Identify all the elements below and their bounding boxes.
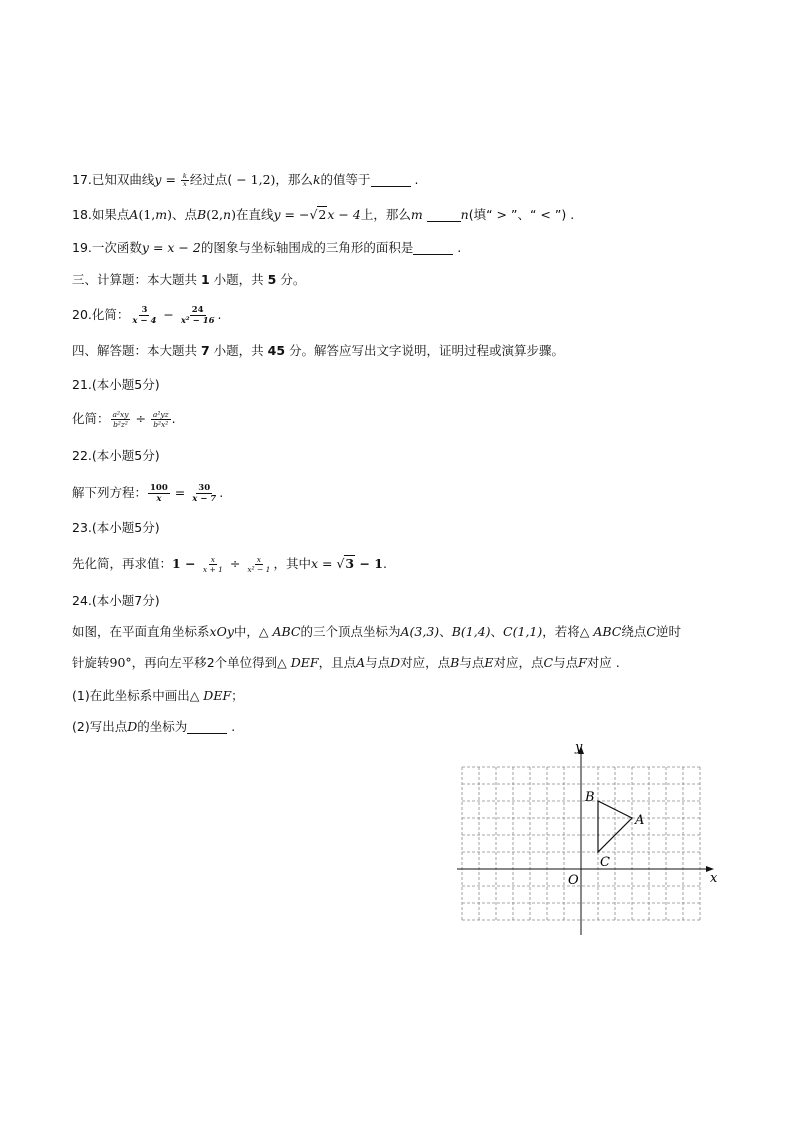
fraction: $\frac{\text{a²xy}}{\text{b²z²}}$	[112, 410, 129, 429]
coordinate-grid-figure	[452, 738, 727, 938]
fraction: $\frac{100}{x}$	[150, 483, 168, 504]
fraction-k-over-x: $\frac{k}{x}$	[182, 172, 187, 188]
vertex-label-b: B	[585, 790, 595, 805]
question-19: 19.一次函数y = x − 2的图象与坐标轴围成的三角形的面积是 .	[72, 240, 462, 255]
answer-blank[interactable]	[187, 720, 227, 734]
question-20: 20.化简： $\frac{3}{x - 4}$ − $\frac{24}{\text{x² − 16}}$ .	[72, 305, 222, 326]
vertex-label-a: A	[635, 813, 645, 828]
question-23-header: 23.(本小题5分)	[72, 520, 160, 535]
question-24-part-2: (2)写出点D的坐标为 .	[72, 719, 236, 734]
question-17: 17.已知双曲线y = $\frac{k}{x}$ 经过点( − 1,2)，那么k的值等于 .	[72, 172, 419, 188]
section-heading-calculation: 三、计算题：本大题共 1 小题，共 5 分。	[72, 272, 306, 287]
fraction: $\frac{3}{x - 4}$	[132, 305, 157, 326]
fraction: $\frac{30}{x - 7}$	[192, 483, 217, 504]
question-24-part-1: (1)在此坐标系中画出△ DEF；	[72, 688, 244, 703]
question-23: 先化简，再求值：1 − $\frac{x}{x + 1}$ ÷ $\frac{x}{\text{x² − 1}}$ ，其中x = √3 − 1.	[72, 555, 387, 574]
question-21-header: 21.(本小题5分)	[72, 377, 160, 392]
question-22: 解下列方程： $\frac{100}{x}$ = $\frac{30}{x - 7}$ .	[72, 483, 224, 504]
answer-blank[interactable]	[413, 241, 453, 255]
x-axis-label: x	[710, 871, 718, 886]
fraction: $\frac{24}{\text{x² − 16}}$	[180, 305, 215, 326]
question-24-header: 24.(本小题7分)	[72, 593, 160, 608]
answer-blank[interactable]	[371, 173, 411, 187]
square-root: √3	[336, 556, 355, 571]
y-axis-label: y	[575, 740, 583, 755]
fraction: $\frac{x}{x + 1}$	[202, 555, 223, 574]
x-axis	[457, 866, 714, 872]
question-24-line-1: 如图，在平面直角坐标系xOy中，△ ABC的三个顶点坐标为A(3,3)、B(1,4)、C(1,1)，若将△ ABC绕点C逆时	[72, 624, 681, 639]
question-22-header: 22.(本小题5分)	[72, 448, 160, 463]
question-24-line-2: 针旋转90°，再向左平移2个单位得到△ DEF，且点A与点D对应，点B与点E对应，点C与点F对应 .	[72, 655, 620, 670]
section-heading-answer: 四、解答题：本大题共 7 小题，共 45 分。解答应写出文字说明，证明过程或演算步骤。	[72, 343, 565, 358]
question-21: 化简： $\frac{\text{a²xy}}{\text{b²z²}}$ ÷ $\frac{\text{a²yz}}{\text{b²x²}}$ .	[72, 410, 176, 429]
question-18: 18.如果点A(1,m)、点B(2,n)在直线y = −√2x − 4上，那么m n(填“ > ”、“ < ”) .	[72, 207, 575, 222]
fraction: $\frac{\text{a²yz}}{\text{b²x²}}$	[152, 410, 169, 429]
vertex-label-c: C	[600, 855, 610, 870]
origin-label: O	[568, 873, 579, 888]
answer-blank[interactable]	[427, 208, 461, 222]
fraction: $\frac{x}{\text{x² − 1}}$	[247, 555, 271, 574]
y-axis	[578, 746, 584, 935]
square-root: √2	[309, 207, 327, 222]
